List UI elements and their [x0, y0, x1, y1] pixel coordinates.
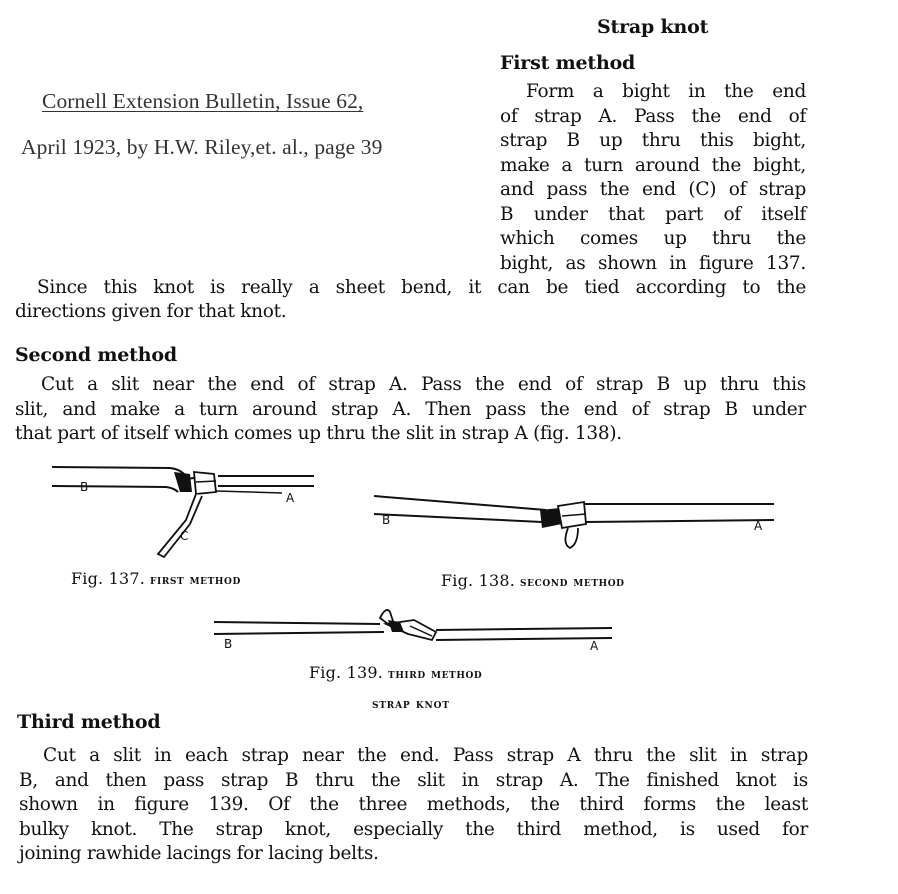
first-method-line: make a turn around the bight,: [500, 154, 806, 176]
first-method-line: Form a bight in the end: [526, 81, 806, 102]
figure-139-drawing: [210, 604, 620, 652]
section-title: Strap knot: [597, 16, 709, 38]
first-method-line: of strap A. Pass the end of: [500, 105, 806, 127]
first-method-line: bight, as shown in figure 137.: [500, 252, 806, 274]
figure-138-drawing: [370, 488, 780, 550]
figure-139-caption: [309, 663, 482, 682]
citation-line-1: Cornell Extension Bulletin, Issue 62,: [42, 89, 364, 113]
fig-139-title: third method: [388, 666, 483, 682]
fig-137-label-b: B: [80, 480, 89, 494]
body-line: directions given for that knot.: [15, 301, 287, 322]
body-line: joining rawhide lacings for lacing belts.: [19, 843, 379, 864]
fig-138-number: Fig. 138.: [441, 571, 516, 590]
first-method-line: which comes up thru the: [500, 228, 806, 249]
fig-139-number: Fig. 139.: [309, 663, 384, 682]
body-line: shown in figure 139. Of the three methods, the third forms the least: [19, 794, 808, 815]
body-line: Cut a slit near the end of strap A. Pass the end of strap B up thru this: [41, 374, 806, 395]
fig-138-label-b: B: [382, 513, 391, 527]
figure-group-label: strap knot: [372, 696, 450, 712]
fig-137-number: Fig. 137.: [71, 569, 146, 588]
first-method-line: and pass the end (C) of strap: [500, 179, 806, 200]
body-line: slit, and make a turn around strap A. Then pass the end of strap B under: [15, 398, 806, 420]
fig-138-title: second method: [520, 574, 625, 590]
first-method-paragraph: [500, 80, 806, 276]
fig-139-label-a: A: [590, 639, 599, 652]
first-method-line: strap B up thru this bight,: [500, 130, 806, 151]
fig-138-label-a: A: [754, 519, 763, 533]
citation-line-2: April 1923, by H.W. Riley,et. al., page 39: [21, 135, 383, 159]
body-line: Cut a slit in each strap near the end. Pass strap A thru the slit in strap: [43, 745, 808, 766]
figure-138-caption: [441, 571, 625, 590]
second-method-heading: Second method: [15, 344, 177, 366]
fig-139-label-b: B: [224, 637, 233, 651]
fig-137-label-a: A: [286, 491, 295, 505]
body-line: Since this knot is really a sheet bend, it can be tied according to the: [37, 277, 806, 298]
body-line: bulky knot. The strap knot, especially the third method, is used for: [19, 818, 808, 840]
figure-137-caption: [71, 569, 241, 588]
second-method-paragraph: [15, 373, 806, 422]
fig-137-label-c: C: [180, 529, 189, 543]
body-line: that part of itself which comes up thru the slit in strap A (fig. 138).: [15, 423, 622, 444]
figure-137-drawing: [50, 462, 330, 562]
third-method-heading: Third method: [17, 711, 161, 733]
body-line: B, and then pass strap B thru the slit in strap A. The finished knot is: [19, 769, 808, 791]
sheet-bend-paragraph: [15, 276, 806, 301]
first-method-heading: First method: [500, 52, 636, 74]
first-method-line: B under that part of itself: [500, 203, 806, 225]
third-method-paragraph: [19, 744, 808, 842]
fig-137-title: first method: [150, 572, 241, 588]
